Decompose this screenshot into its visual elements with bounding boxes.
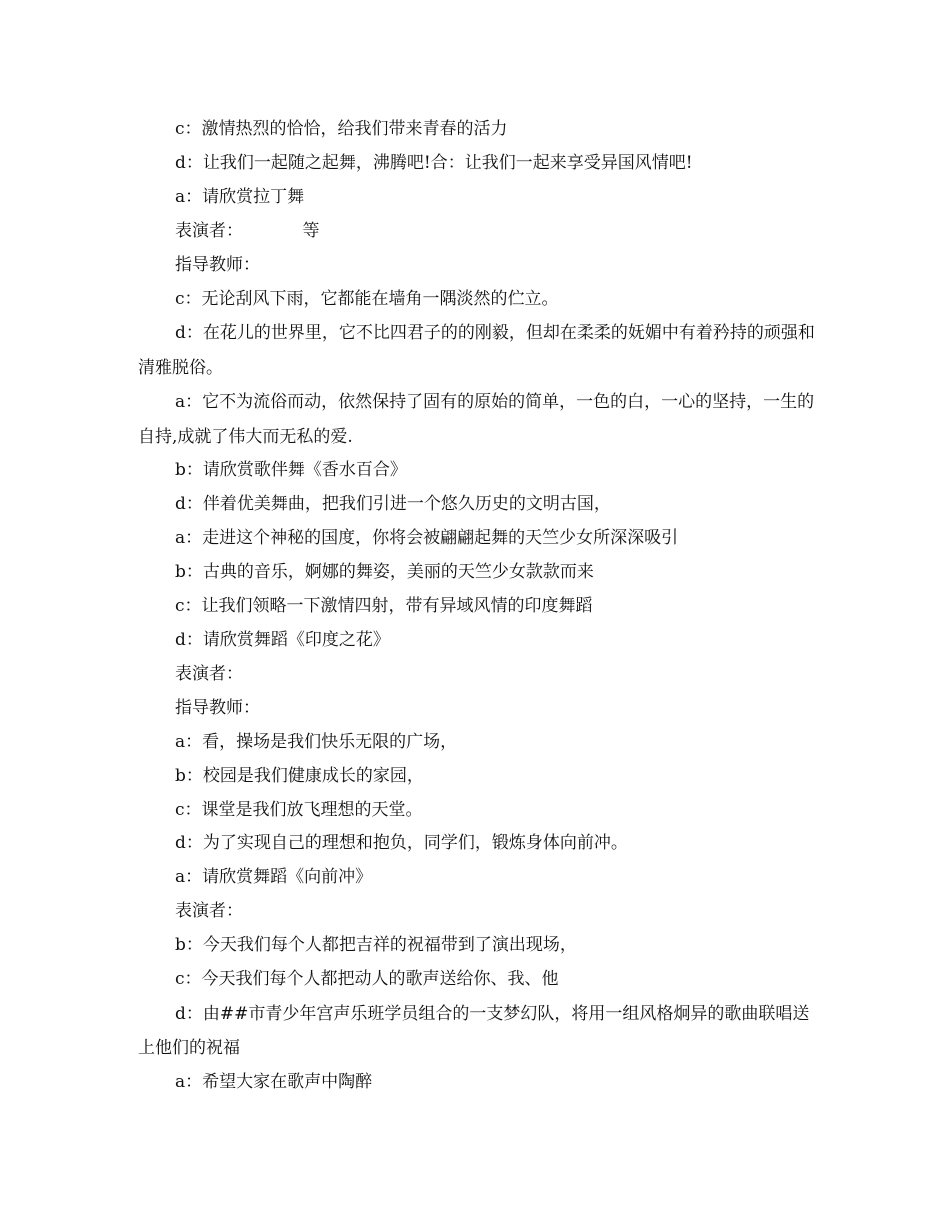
paragraph: a：请欣赏舞蹈《向前冲》 (175, 867, 373, 888)
paragraph: a：希望大家在歌声中陶醉 (175, 1071, 373, 1092)
paragraph: a：看，操场是我们快乐无限的广场， (175, 731, 458, 752)
paragraph: a：走进这个神秘的国度，你将会被翩翩起舞的天竺少女所深深吸引 (175, 528, 679, 549)
document-body (138, 113, 818, 1100)
paragraph: d：为了实现自己的理想和抱负，同学们，锻炼身体向前冲。 (175, 833, 628, 854)
paragraph: b：校园是我们健康成长的家园， (175, 765, 424, 786)
paragraph: d：让我们一起随之起舞，沸腾吧!合：让我们一起来享受异国风情吧! (175, 152, 693, 173)
paragraph: d：由##市青少年宫声乐班学员组合的一支梦幻队，将用一组风格炯异的歌曲联唱送上他们的祝福 (138, 1003, 810, 1059)
paragraph: 指导教师： (175, 254, 260, 275)
paragraph: 指导教师： (175, 697, 260, 718)
paragraph: c：让我们领略一下激情四射，带有异域风情的印度舞蹈 (175, 596, 593, 617)
paragraph: d：伴着优美舞曲，把我们引进一个悠久历史的文明古国， (175, 494, 611, 515)
paragraph: 表演者： (175, 901, 243, 922)
paragraph: a：请欣赏拉丁舞 (175, 186, 305, 207)
paragraph: d：请欣赏舞蹈《印度之花》 (175, 629, 390, 650)
paragraph: c：激情热烈的恰恰，给我们带来青春的活力 (175, 119, 508, 139)
paragraph: b：请欣赏歌伴舞《香水百合》 (175, 460, 407, 481)
paragraph: c：今天我们每个人都把动人的歌声送给你、我、他 (175, 969, 559, 990)
paragraph: 表演者： 等 (175, 220, 320, 241)
paragraph: a：它不为流俗而动，依然保持了固有的原始的简单，一色的白，一心的坚持，一生的自持,成就了伟大而无私的爱. (138, 392, 815, 447)
paragraph: c：课堂是我们放飞理想的天堂。 (175, 799, 423, 820)
paragraph: b：今天我们每个人都把吉祥的祝福带到了演出现场， (175, 935, 577, 956)
paragraph: b：古典的音乐，婀娜的舞姿，美丽的天竺少女款款而来 (175, 562, 594, 583)
paragraph: d：在花儿的世界里，它不比四君子的的刚毅，但却在柔柔的妩媚中有着矜持的顽强和清雅脱俗。 (138, 323, 815, 378)
paragraph: 表演者： (175, 663, 243, 684)
paragraph: c：无论刮风下雨，它都能在墙角一隅淡然的伫立。 (175, 288, 559, 309)
